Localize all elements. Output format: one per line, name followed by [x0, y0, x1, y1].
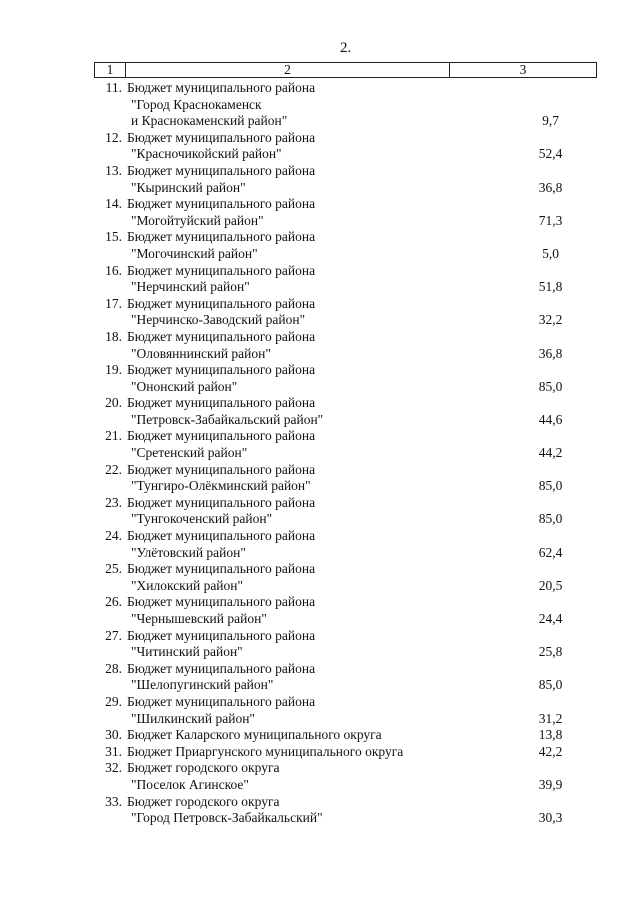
table-row — [94, 727, 597, 744]
header-col-2: 2 — [126, 63, 450, 77]
budget-name-line: Бюджет муниципального района — [127, 262, 316, 278]
table-row — [94, 561, 597, 594]
table-row — [94, 428, 597, 461]
row-number: 26. — [105, 594, 122, 610]
budget-name-line: "Хилокский район" — [131, 577, 244, 593]
budget-name — [125, 727, 449, 744]
budget-value: 20,5 — [538, 577, 563, 593]
budget-value: 36,8 — [538, 345, 563, 361]
table-row — [94, 744, 597, 761]
budget-name-line: "Город Краснокаменск — [131, 96, 262, 112]
budget-name-line: Бюджет муниципального района — [127, 494, 316, 510]
budget-value: 31,2 — [538, 710, 563, 726]
budget-value: 71,3 — [538, 212, 563, 228]
budget-name — [125, 229, 449, 262]
row-number: 25. — [105, 561, 122, 577]
budget-name — [125, 495, 449, 528]
header-col-3: 3 — [519, 62, 527, 77]
table-row — [94, 163, 597, 196]
budget-name — [125, 794, 449, 827]
budget-name — [125, 694, 449, 727]
budget-name-line: "Шелопугинский район" — [131, 677, 274, 693]
row-number: 13. — [105, 162, 122, 178]
budget-name — [125, 594, 449, 627]
budget-value: 85,0 — [538, 511, 563, 527]
budget-value: 62,4 — [538, 544, 563, 560]
budget-name — [125, 744, 449, 761]
budget-value: 44,2 — [538, 445, 563, 461]
row-number: 33. — [105, 793, 122, 809]
budget-name-line: "Тунгокоченский район" — [131, 511, 273, 527]
budget-name-line: "Красночикойский район" — [131, 146, 282, 162]
row-number: 20. — [105, 395, 122, 411]
table-row — [94, 395, 597, 428]
table-row — [94, 628, 597, 661]
row-number: 18. — [105, 328, 122, 344]
budget-name-line: "Оловяннинский район" — [131, 345, 271, 361]
table-row — [94, 694, 597, 727]
budget-value: 5,0 — [542, 245, 559, 261]
budget-name — [125, 329, 449, 362]
row-number: 32. — [105, 760, 122, 776]
table-row — [94, 495, 597, 528]
budget-name-line: "Тунгиро-Олёкминский район" — [131, 478, 311, 494]
budget-name-line: "Могочинский район" — [131, 245, 258, 261]
budget-name — [125, 163, 449, 196]
budget-value: 85,0 — [538, 378, 563, 394]
budget-name-line: Бюджет городского округа — [127, 760, 280, 776]
budget-name-line: Бюджет муниципального района — [127, 80, 316, 95]
budget-value: 9,7 — [542, 113, 559, 129]
row-number: 29. — [105, 693, 122, 709]
budget-name — [125, 296, 449, 329]
budget-name-line: "Поселок Агинское" — [131, 776, 249, 792]
budget-name — [125, 196, 449, 229]
budget-value: 13,8 — [538, 727, 563, 743]
budget-value: 24,4 — [538, 611, 563, 626]
budget-name-line: Бюджет Каларского муниципального округа — [127, 727, 382, 743]
table-row — [94, 362, 597, 395]
table-row — [94, 80, 597, 130]
budget-name — [125, 661, 449, 694]
budget-name-line: Бюджет муниципального района — [127, 594, 316, 610]
row-number: 12. — [105, 129, 122, 145]
table-header — [94, 62, 597, 78]
row-number: 14. — [105, 196, 122, 212]
budget-value: 30,3 — [538, 810, 563, 826]
budget-name-line: "Нерчинско-Заводский район" — [131, 312, 306, 328]
budget-name-line: Бюджет муниципального района — [127, 461, 316, 477]
row-number: 15. — [105, 229, 122, 245]
budget-name-line: Бюджет муниципального района — [127, 295, 316, 311]
header-col-1: 1 — [95, 63, 126, 77]
table-row — [94, 229, 597, 262]
table-row — [94, 528, 597, 561]
budget-name-line: Бюджет муниципального района — [127, 229, 316, 245]
budget-value: 42,2 — [538, 743, 563, 759]
budget-name-line: Бюджет муниципального района — [127, 362, 316, 378]
row-number: 11. — [105, 80, 122, 95]
budget-name-line: и Краснокаменский район" — [131, 113, 288, 129]
row-number: 24. — [105, 528, 122, 544]
budget-name-line: Бюджет городского округа — [127, 793, 280, 809]
budget-value: 85,0 — [538, 478, 563, 494]
row-number: 17. — [105, 295, 122, 311]
row-number: 23. — [105, 494, 122, 510]
budget-name — [125, 760, 449, 793]
budget-value: 52,4 — [538, 146, 563, 162]
budget-name-line: Бюджет муниципального района — [127, 395, 316, 411]
budget-name — [125, 263, 449, 296]
budget-name — [125, 462, 449, 495]
budget-name-line: Бюджет муниципального района — [127, 129, 316, 145]
budget-name-line: Бюджет муниципального района — [127, 660, 316, 676]
budget-name-line: "Город Петровск-Забайкальский" — [131, 810, 323, 826]
table-row — [94, 263, 597, 296]
table-row — [94, 329, 597, 362]
budget-name-line: "Шилкинский район" — [131, 710, 255, 726]
budget-name-line: Бюджет муниципального района — [127, 693, 316, 709]
budget-name-line: "Нерчинский район" — [131, 279, 250, 295]
row-number: 31. — [105, 743, 122, 759]
budget-name-line: "Сретенский район" — [131, 445, 248, 461]
budget-name-line: Бюджет муниципального района — [127, 627, 316, 643]
budget-value: 51,8 — [538, 279, 563, 295]
table-row — [94, 130, 597, 163]
budget-name-line: "Могойтуйский район" — [131, 212, 264, 228]
budget-value: 25,8 — [538, 644, 563, 660]
budget-name-line: Бюджет муниципального района — [127, 561, 316, 577]
budget-name — [125, 628, 449, 661]
page-number: 2. — [340, 40, 352, 56]
budget-name — [125, 528, 449, 561]
row-number: 27. — [105, 627, 122, 643]
budget-name-line: "Кыринский район" — [131, 179, 246, 195]
row-number: 28. — [105, 660, 122, 676]
row-number: 22. — [105, 461, 122, 477]
row-number: 21. — [105, 428, 122, 444]
budget-name-line: Бюджет муниципального района — [127, 196, 316, 212]
table-row — [94, 196, 597, 229]
budget-value: 44,6 — [538, 411, 563, 427]
budget-name-line: Бюджет муниципального района — [127, 328, 316, 344]
table-row — [94, 794, 597, 827]
budget-name-line: "Улётовский район" — [131, 544, 246, 560]
row-number: 30. — [105, 727, 122, 743]
table-body — [94, 80, 597, 827]
table-row — [94, 296, 597, 329]
table-row — [94, 462, 597, 495]
budget-name-line: Бюджет муниципального района — [127, 162, 316, 178]
row-number: 16. — [105, 262, 122, 278]
budget-name — [125, 130, 449, 163]
budget-name-line: "Петровск-Забайкальский район" — [131, 411, 324, 427]
budget-value: 36,8 — [538, 179, 563, 195]
budget-name-line: Бюджет Приаргунского муниципального округа — [127, 743, 404, 759]
row-number: 19. — [105, 362, 122, 378]
budget-name-line: "Читинский район" — [131, 644, 243, 660]
table-row — [94, 760, 597, 793]
budget-value: 32,2 — [538, 312, 563, 328]
budget-name — [125, 80, 449, 130]
budget-name-line: Бюджет муниципального района — [127, 528, 316, 544]
budget-value: 39,9 — [538, 776, 563, 792]
budget-name — [125, 561, 449, 594]
budget-name-line: Бюджет муниципального района — [127, 428, 316, 444]
budget-name — [125, 362, 449, 395]
budget-name — [125, 428, 449, 461]
table-row — [94, 661, 597, 694]
budget-name-line: "Чернышевский район" — [131, 611, 267, 626]
table-row — [94, 594, 597, 627]
budget-name — [125, 395, 449, 428]
budget-value: 85,0 — [538, 677, 563, 693]
budget-name-line: "Ононский район" — [131, 378, 238, 394]
